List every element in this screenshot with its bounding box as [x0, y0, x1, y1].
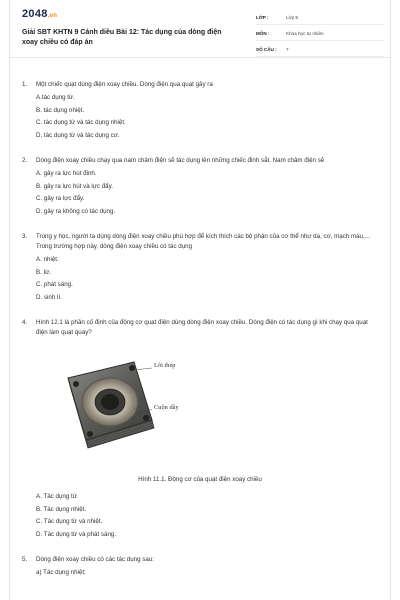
question-1 — [22, 80, 378, 142]
answer-option[interactable]: A. gây ra lực hút đinh. — [36, 170, 97, 177]
question-body — [36, 156, 378, 218]
meta-value: 7 — [286, 47, 289, 52]
answer-option[interactable]: D. tác dụng từ và tác dụng cơ. — [36, 131, 120, 139]
answer-option[interactable]: A. Tác dụng từ. — [36, 493, 79, 500]
question-number: 5. — [22, 556, 28, 563]
logo-tld: .vn — [47, 13, 58, 19]
answer-option[interactable]: D. sinh lí. — [36, 293, 62, 301]
document-header — [10, 0, 390, 58]
answer-option[interactable]: A. nhiệt. — [36, 256, 59, 263]
question-text: Trong y học, người ta dùng dòng điện xoay chiều phù hợp để kích thích các bộ phận của cơ thể như da, cơ, mạch máu,... Trong trường hợp này, dòng điện xoay chiều có tác dụng — [36, 233, 370, 250]
answer-option[interactable]: B. Tác dụng nhiệt. — [36, 505, 87, 513]
meta-value: Lớp 9 — [286, 15, 298, 20]
answer-option[interactable]: A.tác dụng từ. — [36, 94, 75, 101]
document-page — [9, 0, 391, 600]
answer-option[interactable]: B. tác dụng nhiệt. — [36, 106, 85, 114]
answer-option[interactable]: B. từ. — [36, 268, 52, 276]
question-body — [36, 318, 378, 541]
question-5 — [22, 555, 378, 580]
question-body — [36, 80, 378, 142]
question-3 — [22, 232, 378, 304]
answer-option[interactable]: D. Tác dụng từ và phát sáng. — [36, 530, 117, 538]
question-number: 2. — [22, 157, 28, 164]
meta-value: Khoa học tự nhiên — [286, 31, 324, 36]
question-text: Hình 12.1 là phần cố định của động cơ quạt điện dùng dòng điện xoay chiều. Dòng điện có tác dụng gì khi chạy qua quạt điện làm quạt quay? — [36, 319, 368, 336]
answer-option[interactable]: D. gây ra không có tác dụng. — [36, 207, 116, 215]
question-text: Dòng điện xoay chiều có các tác dụng sau: — [36, 556, 154, 563]
question-number: 3. — [22, 233, 28, 240]
question-4 — [22, 318, 378, 541]
meta-label: LỚP : — [256, 15, 269, 20]
question-body — [36, 555, 378, 580]
questions-list — [10, 58, 390, 580]
question-number: 1. — [22, 81, 28, 88]
meta-row-count — [256, 43, 384, 57]
meta-label: SỐ CÂU : — [256, 47, 277, 52]
answer-option[interactable]: a) Tác dụng nhiệt; — [36, 569, 86, 576]
answer-option[interactable]: C. gây ra lực đẩy. — [36, 195, 85, 202]
answer-option[interactable]: C. phát sáng. — [36, 281, 73, 288]
logo-text: 2048 — [22, 8, 48, 20]
figure-caption: Hình 11.1. Động cơ của quạt điện xoay chiều — [138, 476, 262, 483]
answer-option[interactable]: C. Tác dụng từ và nhiệt. — [36, 518, 103, 525]
answer-option[interactable]: C. tác dụng từ và tác dụng nhiệt. — [36, 119, 126, 126]
meta-label: MÔN : — [256, 31, 270, 36]
question-body — [36, 232, 378, 304]
figure-label-coil: Cuộn dây — [154, 404, 179, 411]
question-text: Dòng điện xoay chiều chạy qua nam châm điện sẽ tác dụng lên những chiếc đinh sắt. Nam châm điện sẽ — [36, 157, 325, 164]
question-text: Một chiếc quạt dùng điện xoay chiều. Dòng điện qua quạt gây ra — [36, 81, 213, 88]
motor-figure — [36, 348, 378, 470]
question-2 — [22, 156, 378, 218]
answer-option[interactable]: B. gây ra lực hút và lực đẩy. — [36, 182, 113, 190]
meta-row-subject — [256, 27, 384, 41]
meta-info — [256, 11, 384, 59]
document-title: Giải SBT KHTN 9 Cánh diều Bài 12: Tác dụng của dòng điện xoay chiều có đáp án — [22, 29, 222, 46]
figure-label-core: Lõi thép — [154, 362, 176, 369]
question-number: 4. — [22, 319, 28, 326]
motor-stator-image — [50, 348, 170, 468]
meta-row-grade — [256, 11, 384, 25]
